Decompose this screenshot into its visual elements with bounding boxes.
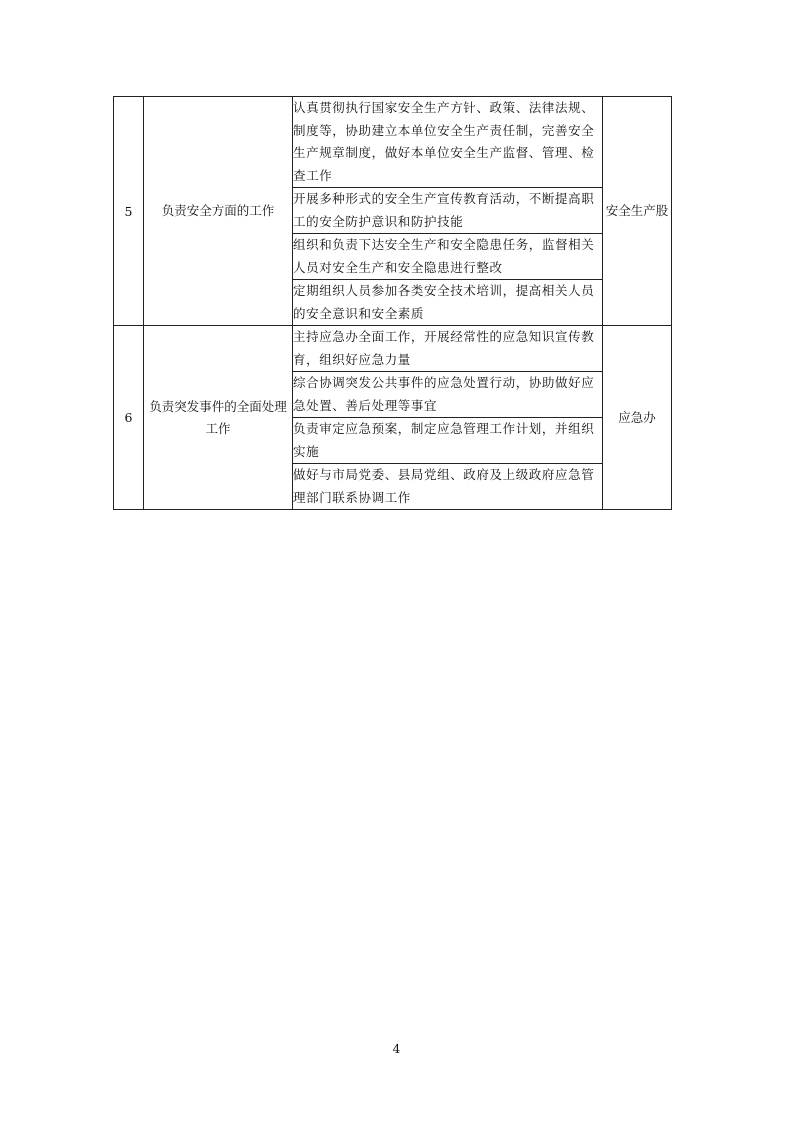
row-number: 6 [124, 410, 133, 425]
task-cell [293, 97, 603, 188]
department-cell [603, 97, 672, 326]
task-cell [293, 464, 603, 510]
table-row [114, 326, 672, 372]
row-number-cell [114, 326, 144, 510]
task-cell [293, 234, 603, 280]
task-text: 负责审定应急预案，制定应急管理工作计划，并组织实施 [293, 421, 595, 459]
page-number: 4 [392, 1042, 401, 1056]
task-text: 开展多种形式的安全生产宣传教育活动，不断提高职工的安全防护意识和防护技能 [293, 191, 595, 229]
task-cell [293, 418, 603, 464]
department-cell [603, 326, 672, 510]
task-cell [293, 188, 603, 234]
department-text: 应急办 [618, 409, 656, 425]
row-number: 5 [124, 203, 133, 219]
task-text: 组织和负责下达安全生产和安全隐患任务，监督相关人员对安全生产和安全隐患进行整改 [293, 237, 595, 275]
task-text: 主持应急办全面工作，开展经常性的应急知识宣传教育，组织好应急力量 [293, 329, 595, 367]
function-cell [144, 326, 293, 510]
function-text: 负责突发事件的全面处理工作 [149, 398, 287, 436]
duty-table [113, 96, 672, 510]
task-text: 做好与市局党委、县局党组、政府及上级政府应急管理部门联系协调工作 [293, 467, 595, 505]
table-row [114, 97, 672, 188]
task-text: 综合协调突发公共事件的应急处置行动，协助做好应急处置、善后处理等事宜 [293, 375, 595, 413]
function-cell [144, 97, 293, 326]
task-text: 定期组织人员参加各类安全技术培训，提高相关人员的安全意识和安全素质 [293, 283, 595, 321]
function-text: 负责安全方面的工作 [161, 203, 275, 218]
task-cell [293, 372, 603, 418]
task-cell [293, 280, 603, 326]
row-number-cell [114, 97, 144, 326]
department-text: 安全生产股 [605, 203, 669, 218]
task-text: 认真贯彻执行国家安全生产方针、政策、法律法规、制度等，协助建立本单位安全生产责任制，完善安全生产规章制度，做好本单位安全生产监督、管理、检查工作 [293, 100, 595, 183]
task-cell [293, 326, 603, 372]
